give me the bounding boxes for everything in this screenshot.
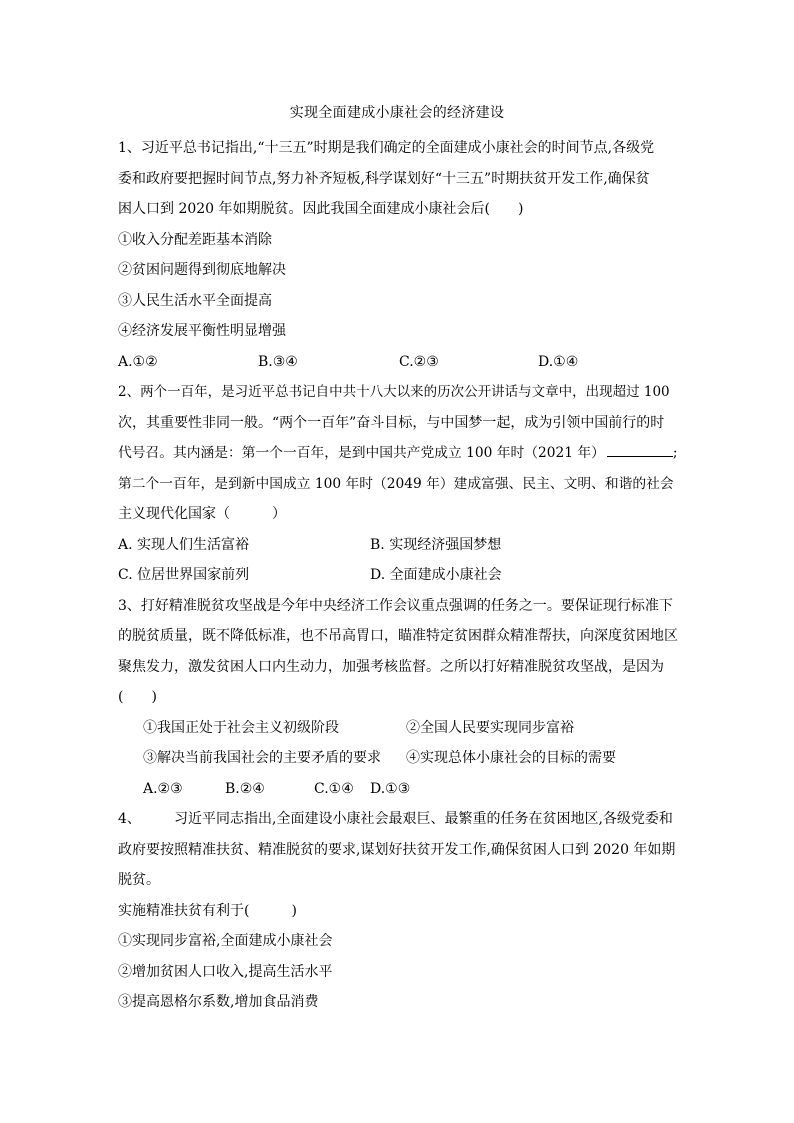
- q2-semicolon: ;: [672, 445, 678, 461]
- q3-choices: [118, 774, 678, 805]
- q4-line-1: [118, 804, 678, 835]
- q2-line-5: 主义现代化国家（ ）: [118, 506, 286, 522]
- q1-choices: [118, 347, 678, 378]
- q4-option: ②增加贫困人口收入,提高生活水平: [118, 963, 333, 980]
- q3-options-row-2: [118, 743, 678, 774]
- q1-line-1: 1、习近平总书记指出,“十三五”时期是我们确定的全面建成小康社会的时间节点,各级党: [118, 140, 655, 156]
- q2-line-3: [118, 438, 678, 469]
- q3-choice-b: B.②④: [225, 780, 265, 797]
- q3-option-1: ①我国正处于社会主义初级阶段: [143, 719, 339, 736]
- q3-options-row-1: [118, 713, 678, 744]
- q4-option: ③提高恩格尔系数,增加食品消费: [118, 994, 319, 1010]
- page-title: 实现全面建成小康社会的经济建设: [289, 105, 505, 121]
- q2-choice-d: D. 全面建成小康社会: [370, 567, 502, 583]
- q4-line-2: 政府要按照精准扶贫、精准脱贫的要求,谋划好扶贫开发工作,确保贫困人口到 2020 年如期: [118, 841, 676, 858]
- q1-option: ①收入分配差距基本消除: [118, 231, 272, 248]
- document-body: [118, 133, 678, 1018]
- q1-choice-a: A.①②: [118, 353, 158, 370]
- q1-choice-b: B.③④: [258, 353, 298, 370]
- q2-choice-c: C. 位居世界国家前列: [118, 567, 250, 583]
- q4-line-3: 脱贫。: [118, 872, 160, 888]
- q1-line-3: 困人口到 2020 年如期脱贫。因此我国全面建成小康社会后( ): [118, 201, 524, 217]
- q4-line-1-text: 习近平同志指出,全面建设小康社会最艰巨、最繁重的任务在贫困地区,各级党委和: [174, 811, 673, 827]
- q1-choice-d: D.①④: [538, 353, 579, 370]
- q2-line-2: 次，其重要性非同一般。“两个一百年”奋斗目标，与中国梦一起，成为引领中国前行的时: [118, 414, 665, 431]
- q3-choice-d: D.①③: [370, 780, 411, 797]
- q2-choice-b: B. 实现经济强国梦想: [370, 536, 502, 553]
- q1-line-2: 委和政府要把握时间节点,努力补齐短板,科学谋划好“十三五”时期扶贫开发工作,确保贫: [118, 170, 650, 187]
- q3-line-1: 3、打好精准脱贫攻坚战是今年中央经济工作会议重点强调的任务之一。要保证现行标准下: [118, 597, 673, 614]
- q1-option: ③人民生活水平全面提高: [118, 292, 272, 309]
- q3-option-3: ③解决当前我国社会的主要矛盾的要求: [143, 750, 381, 766]
- q2-line-3-text: 代号召。其内涵是：第一个一百年，是到中国共产党成立 100 年时（2021 年）: [118, 445, 605, 461]
- q3-option-4: ④实现总体小康社会的目标的需要: [406, 750, 616, 766]
- q2-choices-row-2: [118, 560, 678, 591]
- q3-option-2: ②全国人民要实现同步富裕: [406, 719, 574, 736]
- q3-line-2: 的脱贫质量，既不降低标准，也不吊高胃口，瞄准特定贫困群众精准帮扶，向深度贫困地区: [118, 628, 678, 644]
- q1-choice-c: C.②③: [399, 353, 439, 370]
- q2-choices-row-1: [118, 530, 678, 561]
- q3-line-3: 聚焦发力，激发贫困人口内生动力，加强考核监督。之所以打好精准脱贫攻坚战，是因为: [118, 658, 664, 675]
- q4-line-4: 实施精准扶贫有利于( ): [118, 902, 297, 919]
- q1-option: ④经济发展平衡性明显增强: [118, 323, 286, 339]
- q2-line-4: 第二个一百年，是到新中国成立 100 年时（2049 年）建成富强、民主、文明、和谐的社会: [118, 475, 674, 492]
- q2-choice-a: A. 实现人们生活富裕: [118, 536, 250, 553]
- q4-option: ①实现同步富裕,全面建成小康社会: [118, 933, 333, 949]
- q1-option: ②贫困问题得到彻底地解决: [118, 262, 286, 278]
- q4-number: 4、: [118, 811, 141, 827]
- q3-choice-a: A.②③: [143, 780, 183, 797]
- q2-line-1: 2、两个一百年，是习近平总书记自中共十八大以来的历次公开讲话与文章中，出现超过 100: [118, 384, 670, 400]
- q3-choice-c: C.①④: [314, 780, 354, 797]
- q3-line-4: ( ): [118, 689, 157, 705]
- answer-blank: [607, 440, 673, 457]
